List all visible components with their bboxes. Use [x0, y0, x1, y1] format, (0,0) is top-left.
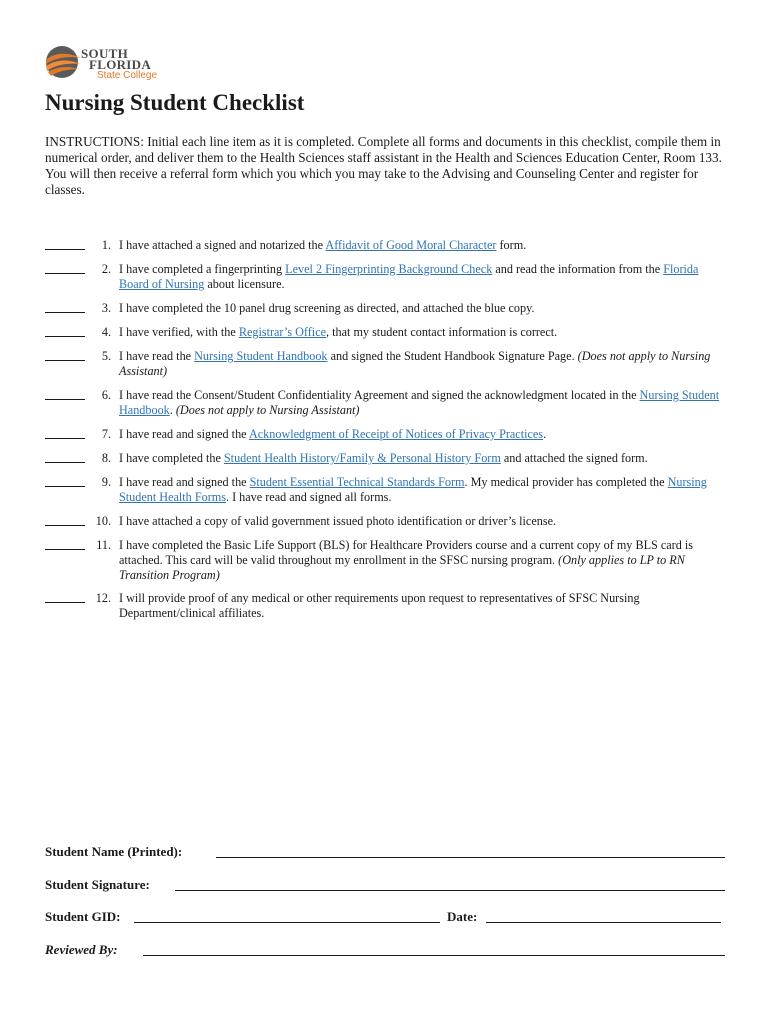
item-text-segment: I have read the — [119, 349, 195, 363]
item-text — [119, 514, 731, 529]
instructions-text: INSTRUCTIONS: Initial each line item as it is completed. Complete all forms and documents in this checklist, compile them in numerical order, and deliver them to the Health Sciences staff assistant in the Health and Sciences Education Center, Room 133. You will then receive a referral form which you which you may take to the Advising and Counseling Center and register for classes. — [45, 134, 722, 197]
item-text-segment: I will provide proof of any medical or other requirements upon request to representatives of SFSC Nursing Department/clinical affiliates. — [119, 591, 640, 620]
item-link[interactable]: Student Health History/Family & Personal History Form — [223, 451, 501, 465]
student-name-line[interactable] — [216, 857, 725, 858]
initial-blank[interactable] — [45, 262, 85, 274]
item-text-segment: and signed the Student Handbook Signature Page. — [327, 349, 578, 363]
initial-blank[interactable] — [45, 514, 85, 526]
reviewed-by-label: Reviewed By: — [45, 942, 118, 957]
item-link[interactable]: Florida Board of Nursing — [119, 262, 699, 291]
item-text-segment: and attached the signed form. — [500, 451, 648, 465]
item-number: 11. — [96, 538, 111, 552]
item-number: 8. — [101, 451, 111, 465]
initial-blank[interactable] — [45, 427, 85, 439]
initial-blank[interactable] — [45, 349, 85, 361]
item-note: (Does not apply to Nursing Assistant) — [175, 403, 360, 417]
initial-blank[interactable] — [45, 388, 85, 400]
item-link[interactable]: Level 2 Fingerprinting Background Check — [285, 262, 493, 276]
item-note: (Does not apply to Nursing Assistant) — [119, 349, 711, 378]
student-signature-line[interactable] — [175, 890, 725, 891]
item-number: 9. — [101, 475, 111, 489]
item-text-segment: I have read and signed the — [119, 427, 249, 441]
item-text-segment: . My medical provider has completed the — [464, 475, 668, 489]
item-text-segment: . I have read and signed all forms. — [225, 490, 392, 504]
item-text-segment: . — [543, 427, 547, 441]
item-text — [119, 451, 731, 466]
student-name-label: Student Name (Printed): — [45, 844, 183, 859]
initial-blank[interactable] — [45, 591, 85, 603]
logo-line-2: FLORIDA — [89, 57, 152, 72]
item-number: 12. — [95, 591, 111, 605]
item-text-segment: and read the information from the — [492, 262, 664, 276]
item-text-segment: I have attached a copy of valid government issued photo identification or driver’s license. — [119, 514, 557, 528]
logo-line-3: State College — [97, 70, 158, 81]
item-link[interactable]: Acknowledgment of Receipt of Notices of Privacy Practices — [248, 427, 544, 441]
page-title: Nursing Student Checklist — [45, 90, 305, 115]
item-text-segment: I have completed the 10 panel drug screening as directed, and attached the blue copy. — [119, 301, 535, 315]
item-link[interactable]: Student Essential Technical Standards Form — [249, 475, 465, 489]
item-link[interactable]: Nursing Student Handbook — [119, 388, 720, 417]
initial-blank[interactable] — [45, 238, 85, 250]
item-text-segment: I have completed a fingerprinting — [119, 262, 286, 276]
item-number: 6. — [101, 388, 111, 402]
item-number: 5. — [101, 349, 111, 363]
item-text-segment: . — [169, 403, 176, 417]
item-text — [119, 349, 731, 379]
item-number: 3. — [101, 301, 111, 315]
swoosh-icon — [44, 44, 82, 80]
student-gid-label: Student GID: — [45, 909, 121, 924]
item-text-segment: , that my student contact information is correct. — [326, 325, 558, 339]
item-number: 1. — [101, 238, 111, 252]
item-link[interactable]: Registrar’s Office — [238, 325, 327, 339]
student-signature-label: Student Signature: — [45, 877, 150, 892]
item-link[interactable]: Affidavit of Good Moral Character — [325, 238, 497, 252]
item-text — [119, 538, 731, 583]
item-text-segment: about licensure. — [204, 277, 285, 291]
item-text-segment: I have completed the — [119, 451, 224, 465]
item-text-segment: I have read and signed the — [119, 475, 250, 489]
student-gid-line[interactable] — [134, 922, 440, 923]
item-text-segment: I have completed the Basic Life Support (BLS) for Healthcare Providers course and a current copy of my BLS card is attached. This card will be valid throughout my enrollment in the SFSC nursing program. — [119, 538, 693, 567]
initial-blank[interactable] — [45, 325, 85, 337]
initial-blank[interactable] — [45, 451, 85, 463]
item-text — [119, 388, 731, 418]
item-text-segment: I have read the Consent/Student Confidentiality Agreement and signed the acknowledgment located in the — [119, 388, 640, 402]
item-text-segment: I have verified, with the — [119, 325, 239, 339]
item-number: 7. — [101, 427, 111, 441]
item-number: 4. — [101, 325, 111, 339]
item-number: 10. — [95, 514, 111, 528]
initial-blank[interactable] — [45, 475, 85, 487]
sfsc-logo — [44, 44, 164, 84]
reviewed-by-line[interactable] — [143, 955, 725, 956]
item-text — [119, 591, 731, 621]
item-link[interactable]: Nursing Student Handbook — [194, 349, 328, 363]
item-text — [119, 475, 731, 505]
logo-line-1: SOUTH — [81, 46, 129, 61]
item-text — [119, 325, 731, 340]
item-text — [119, 238, 731, 253]
item-text — [119, 301, 731, 316]
item-link[interactable]: Nursing Student Health Forms — [119, 475, 707, 504]
item-note: (Only applies to LP to RN Transition Program) — [119, 553, 685, 582]
date-line[interactable] — [486, 922, 721, 923]
item-number: 2. — [101, 262, 111, 276]
date-label: Date: — [447, 909, 478, 924]
item-text — [119, 262, 731, 292]
item-text-segment: I have attached a signed and notarized the — [119, 238, 326, 252]
item-text — [119, 427, 731, 442]
item-text-segment: form. — [496, 238, 527, 252]
initial-blank[interactable] — [45, 301, 85, 313]
initial-blank[interactable] — [45, 538, 85, 550]
